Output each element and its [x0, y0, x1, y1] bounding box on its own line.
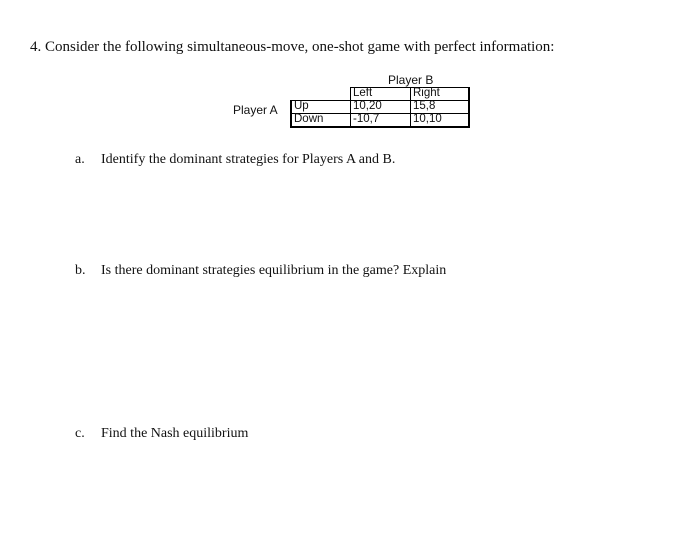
part-a-text: Identify the dominant strategies for Players A and B.	[101, 152, 396, 167]
question-text: 4. Consider the following simultaneous-move, one-shot game with perfect information:	[30, 39, 555, 55]
part-c-text: Find the Nash equilibrium	[101, 426, 249, 441]
part-a-marker: a.	[75, 152, 85, 167]
row-player-label: Player A	[233, 103, 278, 117]
part-b	[75, 263, 446, 279]
row-header-up: Up	[291, 101, 351, 114]
payoff-corner-cell	[291, 88, 351, 101]
row-header-down: Down	[291, 114, 351, 128]
payoff-cell-up-left: 10,20	[351, 101, 411, 114]
column-player-label: Player B	[388, 73, 434, 87]
payoff-matrix	[290, 87, 470, 128]
part-a	[75, 152, 395, 168]
part-b-marker: b.	[75, 263, 86, 278]
part-c-marker: c.	[75, 426, 85, 441]
part-b-text: Is there dominant strategies equilibrium in the game? Explain	[101, 263, 447, 278]
payoff-cell-down-right: 10,10	[411, 114, 470, 128]
part-c	[75, 426, 248, 442]
payoff-cell-up-right: 15,8	[411, 101, 470, 114]
payoff-row-up	[291, 101, 469, 114]
payoff-row-down	[291, 114, 469, 128]
column-header-left: Left	[351, 88, 411, 101]
payoff-header-row	[291, 88, 469, 101]
column-header-right: Right	[411, 88, 470, 101]
payoff-cell-down-left: -10,7	[351, 114, 411, 128]
